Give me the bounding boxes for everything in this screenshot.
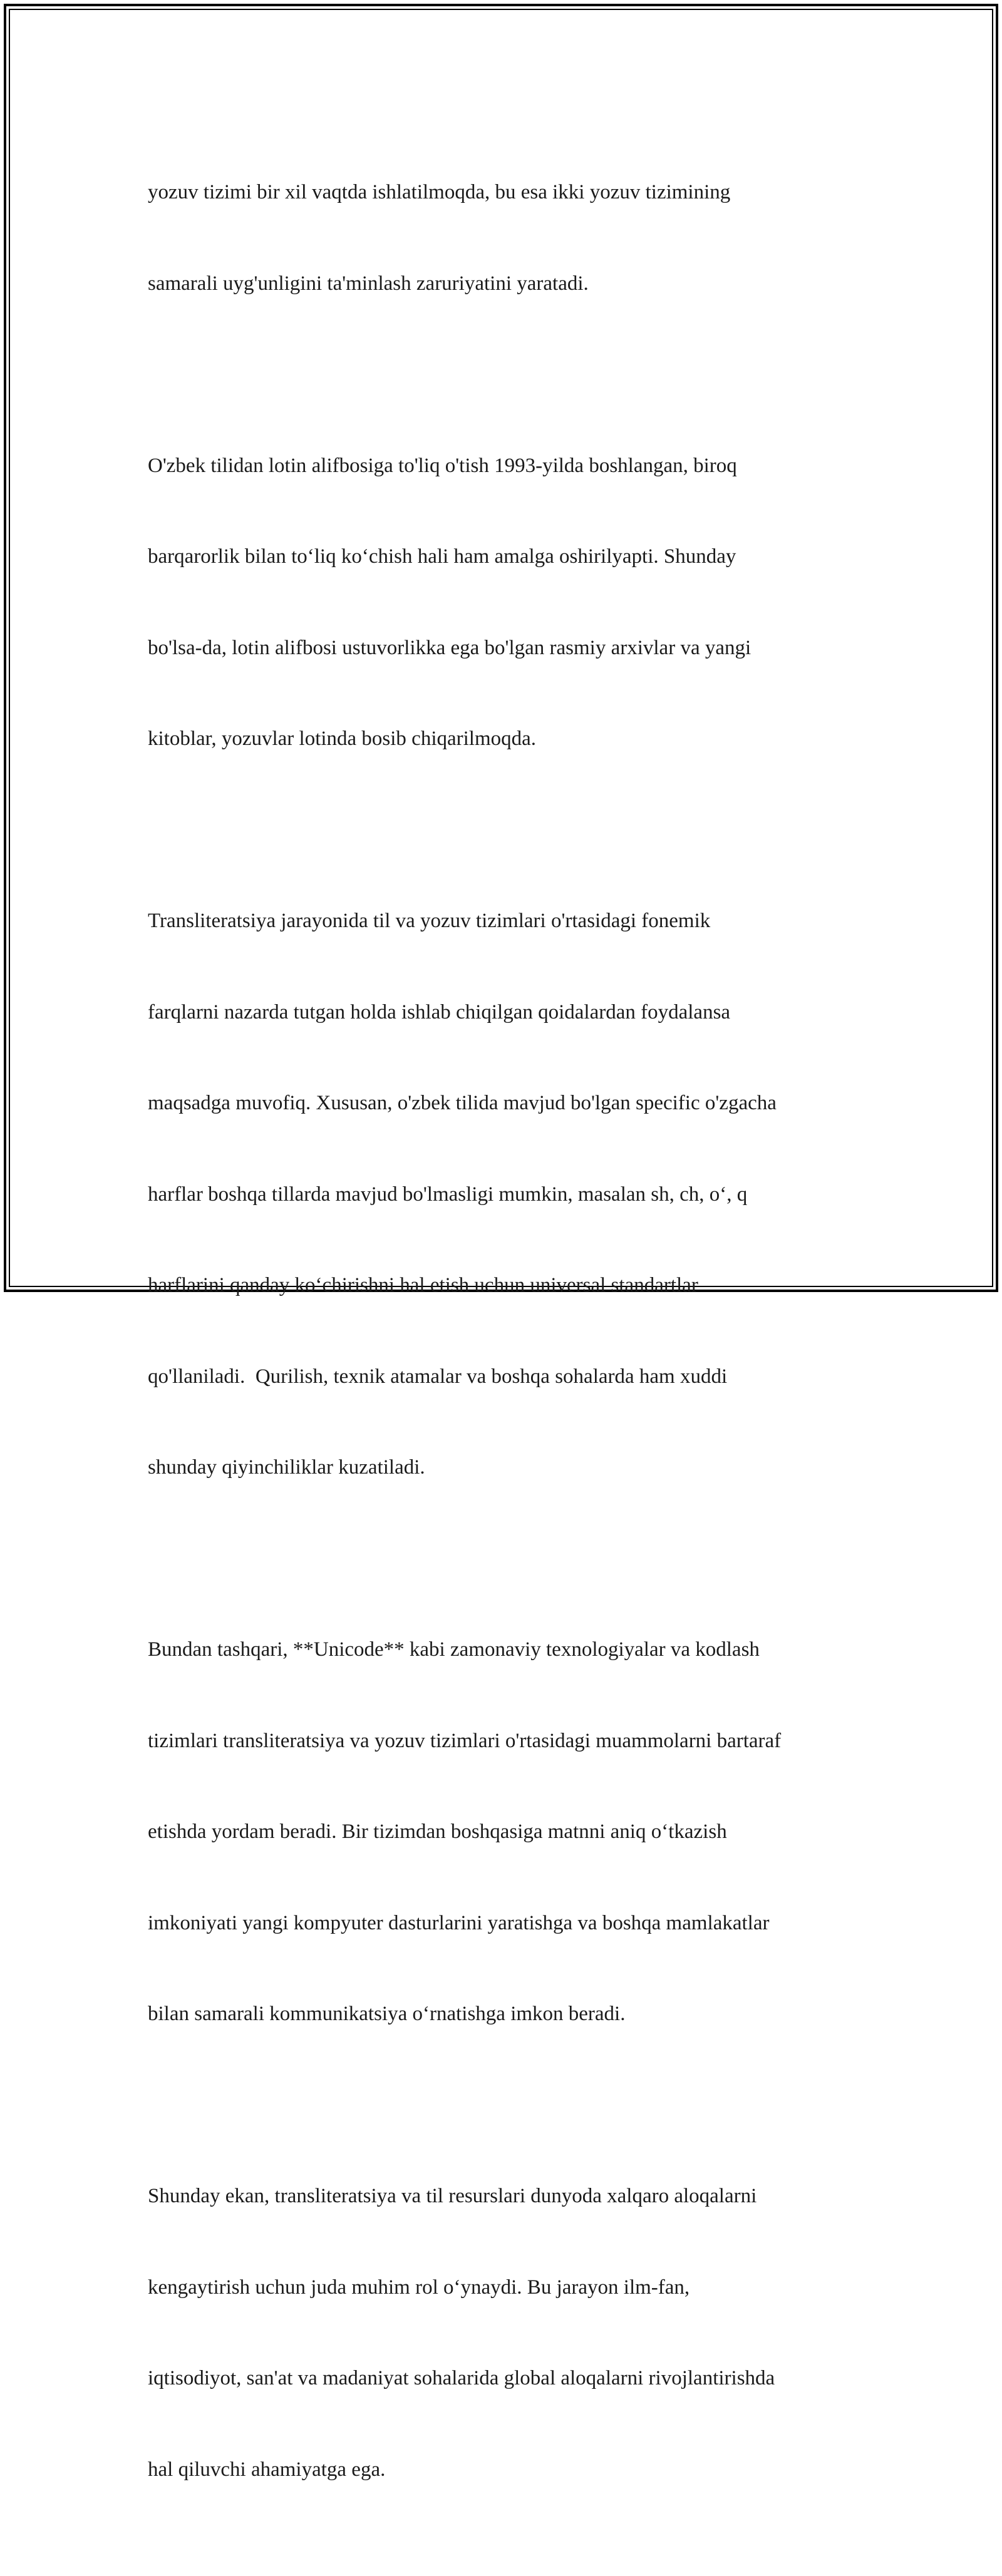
text-line: harflar boshqa tillarda mavjud bo'lmasligi mumkin, masalan sh, ch, o‘, q [148, 1183, 748, 1206]
paragraph-3 [148, 845, 855, 1544]
text-line: etishda yordam beradi. Bir tizimdan boshqasiga matnni aniq o‘tkazish [148, 1820, 727, 1843]
text-line: yozuv tizimi bir xil vaqtda ishlatilmoqda, bu esa ikki yozuv tizimining [148, 181, 731, 203]
text-line: O'zbek tilidan lotin alifbosiga to'liq o'tish 1993-yilda boshlangan, biroq [148, 454, 737, 477]
text-line: samarali uyg'unligini ta'minlash zaruriyatini yaratadi. [148, 272, 589, 295]
text-line: maqsadga muvofiq. Xususan, o'zbek tilida mavjud bo'lgan specific o'zgacha [148, 1092, 777, 1114]
text-line: Bundan tashqari, **Unicode** kabi zamonaviy texnologiyalar va kodlash [148, 1638, 760, 1661]
text-line: imkoniyati yangi kompyuter dasturlarini yaratishga va boshqa mamlakatlar [148, 1911, 770, 1934]
paragraph-2 [148, 390, 855, 815]
text-line: tizimlari transliteratsiya va yozuv tizimlari o'rtasidagi muammolarni bartaraf [148, 1729, 782, 1752]
text-line: barqarorlik bilan to‘liq ko‘chish hali ham amalga oshirilyapti. Shunday [148, 545, 736, 568]
paragraph-1 [148, 116, 855, 359]
text-line: hal qiluvchi ahamiyatga ega. [148, 2458, 386, 2481]
text-line: kengaytirish uchun juda muhim rol o‘ynaydi. Bu jarayon ilm-fan, [148, 2276, 690, 2299]
text-line: Shunday ekan, transliteratsiya va til resurslari dunyoda xalqaro aloqalarni [148, 2185, 757, 2207]
text-line: Transliteratsiya jarayonida til va yozuv tizimlari o'rtasidagi fonemik [148, 910, 711, 932]
text-line: farqlarni nazarda tutgan holda ishlab chiqilgan qoidalardan foydalansa [148, 1000, 731, 1024]
text-line: shunday qiyinchiliklar kuzatiladi. [148, 1456, 425, 1479]
paragraph-5 [148, 2120, 855, 2545]
text-line: bilan samarali kommunikatsiya o‘rnatishga imkon beradi. [148, 2003, 626, 2025]
text-line: bo'lsa-da, lotin alifbosi ustuvorlikka ega bo'lgan rasmiy arxivlar va yangi [148, 636, 752, 659]
text-line: iqtisodiyot, san'at va madaniyat sohalarida global aloqalarni rivojlantirishda [148, 2367, 775, 2389]
text-line: harflarini qanday ko‘chirishni hal etish uchun universal standartlar [148, 1274, 698, 1296]
document-body [148, 116, 855, 2576]
paragraph-4 [148, 1574, 855, 2090]
text-line: kitoblar, yozuvlar lotinda bosib chiqarilmoqda. [148, 727, 537, 750]
text-line: qo'llaniladi. Qurilish, texnik atamalar va boshqa sohalarda ham xuddi [148, 1365, 728, 1388]
